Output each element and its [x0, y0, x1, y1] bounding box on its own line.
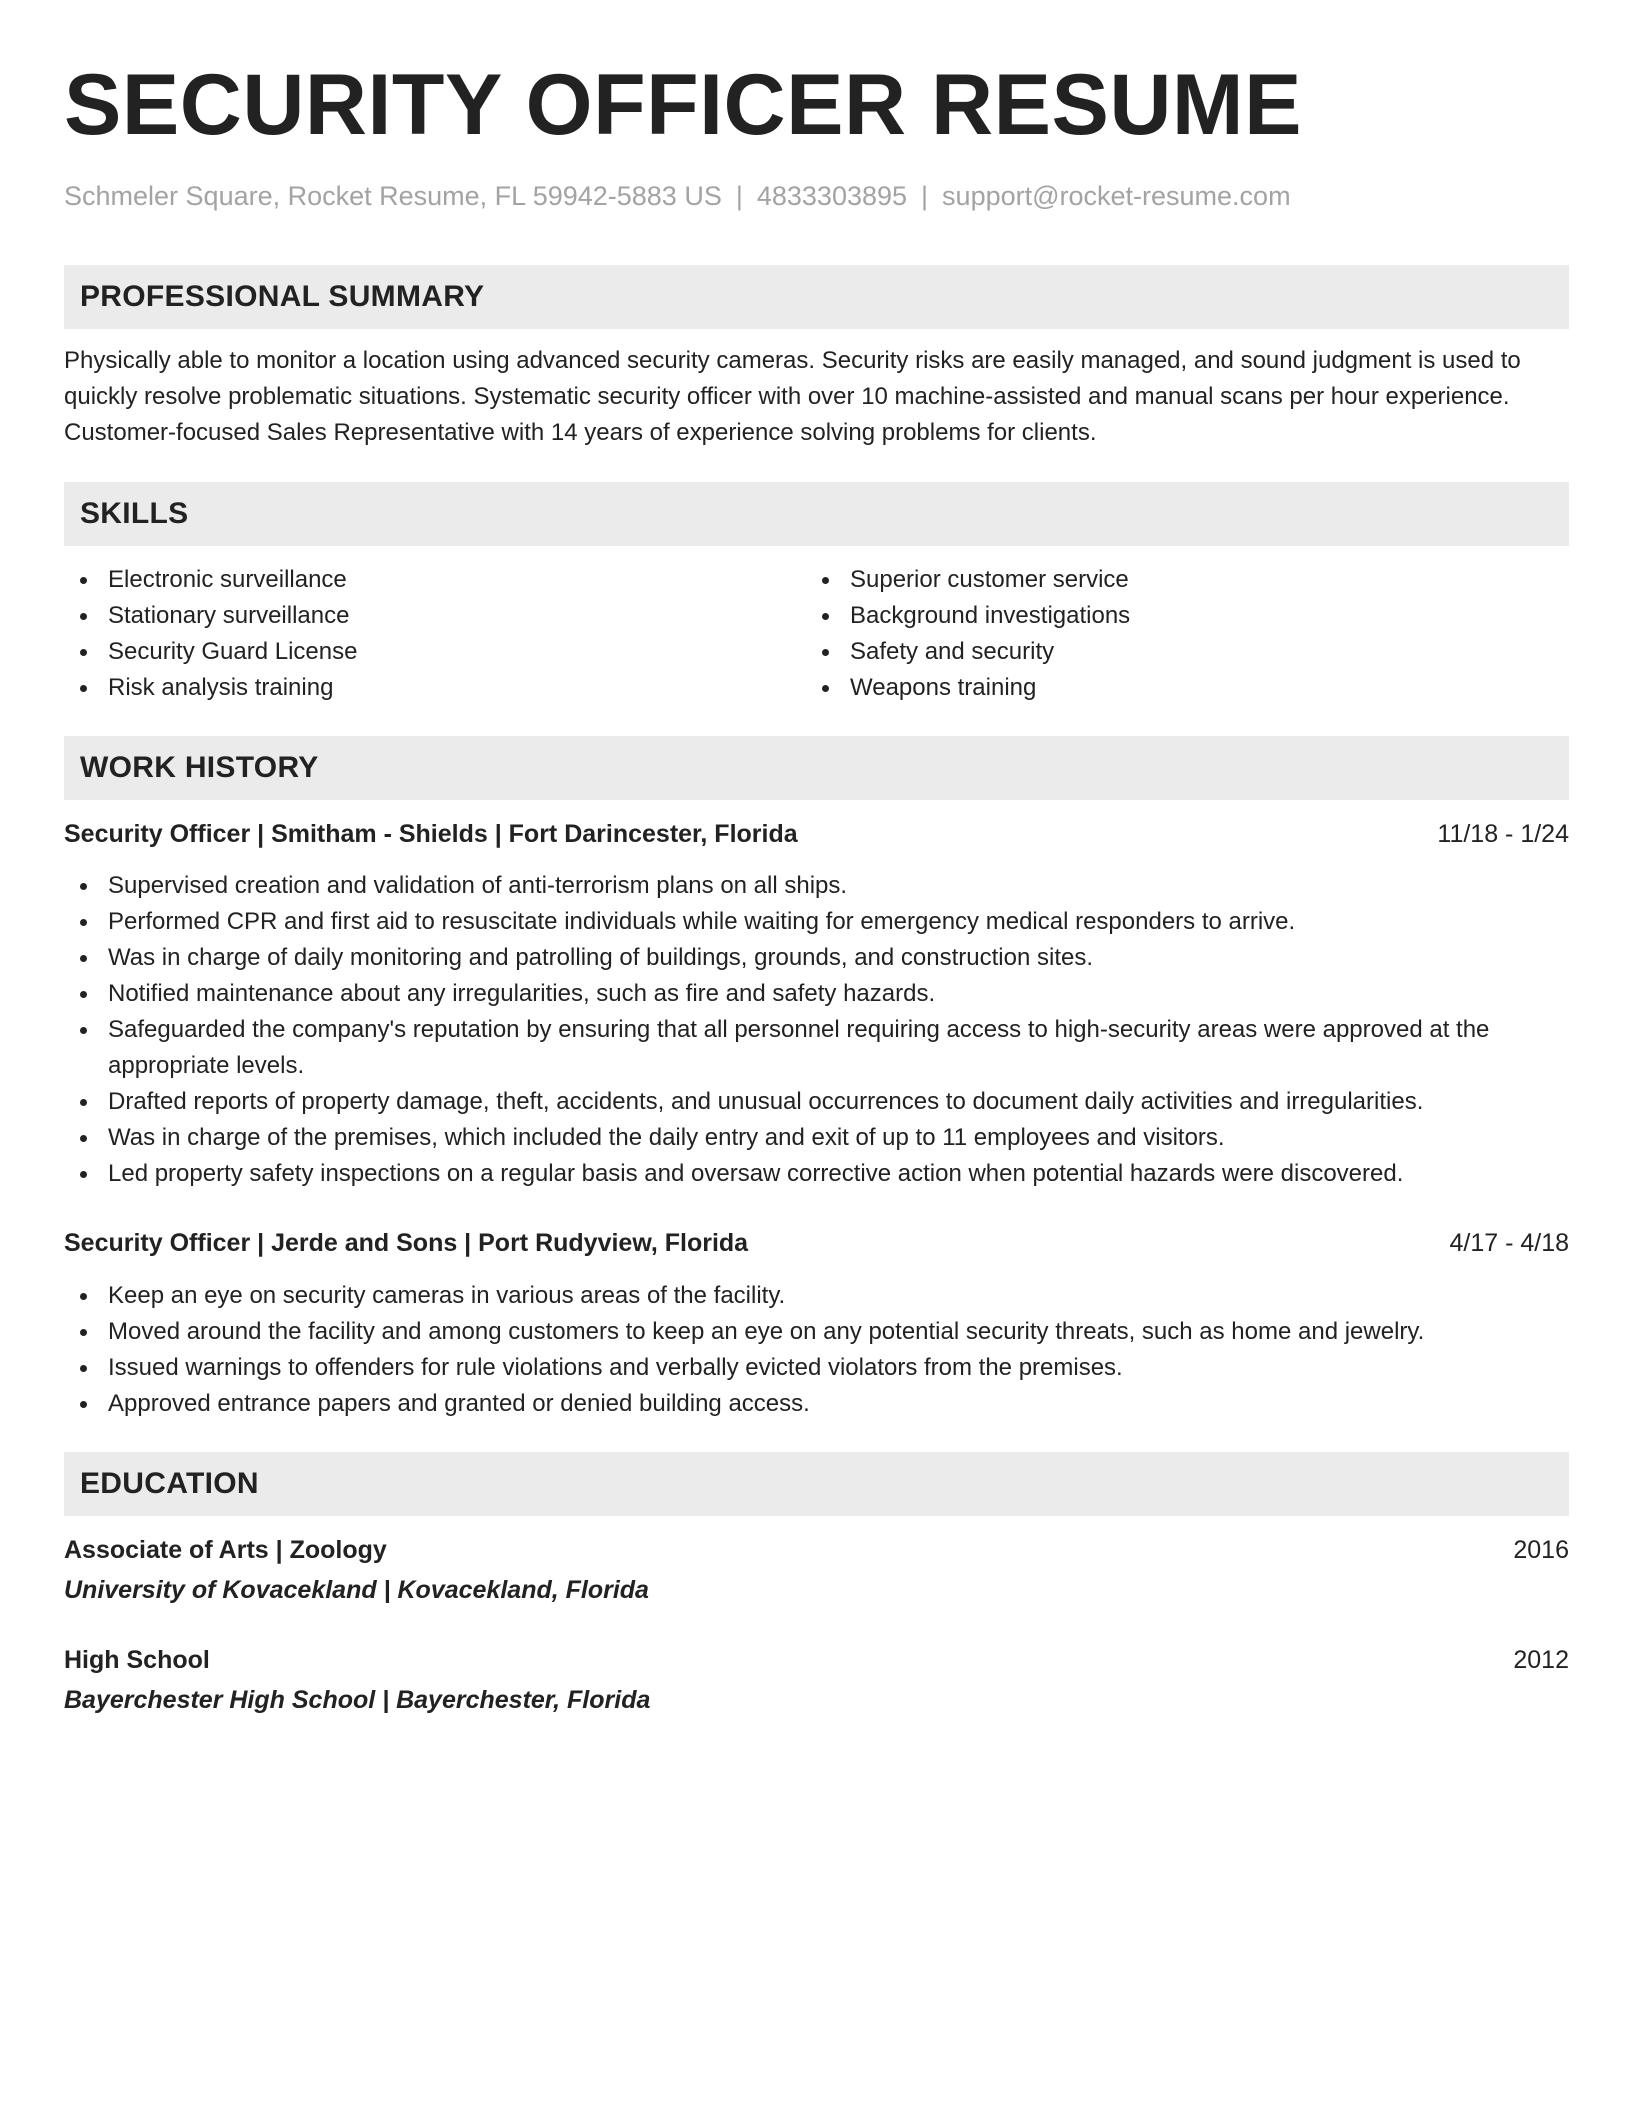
section-header-education: EDUCATION: [64, 1452, 1569, 1516]
resume-title: SECURITY OFFICER RESUME: [64, 57, 1302, 153]
education-school: University of Kovacekland | Kovacekland, Florida: [64, 1576, 649, 1604]
job-bullets: [64, 868, 1569, 1192]
job-bullet: Approved entrance papers and granted or denied building access.: [64, 1386, 1569, 1422]
job-bullet: Led property safety inspections on a regular basis and oversaw corrective action when potential hazards were discovered.: [64, 1156, 1569, 1192]
job-bullet: Performed CPR and first aid to resuscitate individuals while waiting for emergency medical responders to arrive.: [64, 904, 1569, 940]
job-header: [64, 1225, 1569, 1261]
skill-item: Security Guard License: [64, 634, 806, 670]
job-bullet: Moved around the facility and among customers to keep an eye on any potential security threats, such as home and jewelry.: [64, 1314, 1569, 1350]
contact-separator: |: [735, 181, 743, 211]
contact-phone: 4833303895: [756, 181, 908, 211]
skill-item: Electronic surveillance: [64, 562, 806, 598]
job-bullet: Was in charge of the premises, which included the daily entry and exit of up to 11 employees and visitors.: [64, 1120, 1569, 1156]
education-degree: High School: [64, 1646, 210, 1674]
skill-item: Safety and security: [806, 634, 1548, 670]
contact-line: [64, 178, 1569, 214]
education-entry-header: [64, 1532, 1569, 1568]
contact-email: support@rocket-resume.com: [942, 181, 1291, 211]
education-year: 2016: [1513, 1536, 1569, 1564]
job-bullet: Was in charge of daily monitoring and patrolling of buildings, grounds, and construction sites.: [64, 940, 1569, 976]
skill-item: Superior customer service: [806, 562, 1548, 598]
skill-item: Weapons training: [806, 670, 1548, 706]
job-dates: 4/17 - 4/18: [1449, 1229, 1569, 1257]
job-title: Security Officer | Smitham - Shields | Fort Darincester, Florida: [64, 820, 798, 848]
job-bullet: Safeguarded the company's reputation by ensuring that all personnel requiring access to high-security areas were approved at the appropriate levels.: [64, 1012, 1569, 1084]
skills-column-right: [806, 562, 1548, 706]
job-bullet: Drafted reports of property damage, theft, accidents, and unusual occurrences to document daily activities and irregularities.: [64, 1084, 1569, 1120]
education-degree: Associate of Arts | Zoology: [64, 1536, 387, 1564]
section-header-summary: PROFESSIONAL SUMMARY: [64, 265, 1569, 329]
skills-column-left: [64, 562, 806, 706]
skill-item: Background investigations: [806, 598, 1548, 634]
job-bullets: [64, 1278, 1569, 1422]
skill-item: Risk analysis training: [64, 670, 806, 706]
job-dates: 11/18 - 1/24: [1437, 820, 1569, 848]
job-title: Security Officer | Jerde and Sons | Port Rudyview, Florida: [64, 1229, 749, 1257]
job-bullet: Supervised creation and validation of anti-terrorism plans on all ships.: [64, 868, 1569, 904]
job-bullet: Keep an eye on security cameras in various areas of the facility.: [64, 1278, 1569, 1314]
job-header: [64, 816, 1569, 852]
summary-text: Physically able to monitor a location using advanced security cameras. Security risks are easily managed, and sound judgment is used to quickly resolve problematic situations. Systematic security officer with over 10 machine-assisted and manual scans per hour experience. Customer-focused Sales Representative with 14 years of experience solving problems for clients.: [64, 347, 1521, 446]
education-school: Bayerchester High School | Bayerchester, Florida: [64, 1686, 651, 1714]
section-header-work-history: WORK HISTORY: [64, 736, 1569, 800]
skill-item: Stationary surveillance: [64, 598, 806, 634]
section-header-skills: SKILLS: [64, 482, 1569, 546]
education-entry-header: [64, 1642, 1569, 1678]
education-year: 2012: [1513, 1646, 1569, 1674]
contact-separator: |: [921, 181, 929, 211]
contact-address: Schmeler Square, Rocket Resume, FL 59942-5883 US: [64, 181, 722, 211]
skills-grid: [64, 562, 1569, 706]
job-bullet: Notified maintenance about any irregularities, such as fire and safety hazards.: [64, 976, 1569, 1012]
job-bullet: Issued warnings to offenders for rule violations and verbally evicted violators from the premises.: [64, 1350, 1569, 1386]
